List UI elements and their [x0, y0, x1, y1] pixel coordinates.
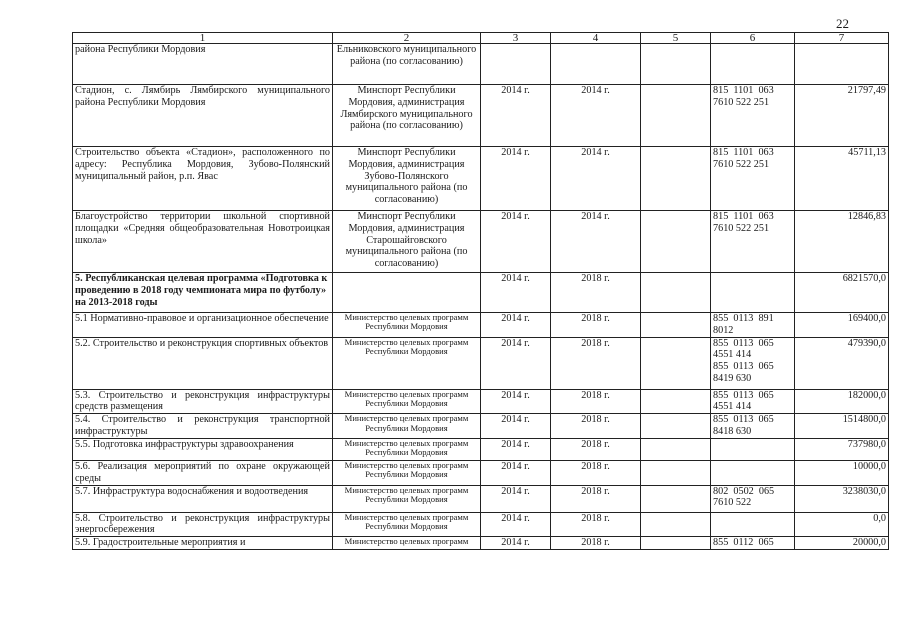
- cell-responsible-executor: [333, 273, 481, 313]
- cell-responsible-executor: Минспорт Республики Мордовия, администрация Лямбирского муниципального района (по согласованию): [333, 85, 481, 147]
- cell-measure-name: района Республики Мордовия: [73, 44, 333, 85]
- cell-start-year: 2014 г.: [481, 438, 551, 460]
- cell-end-year: 2018 г.: [551, 438, 641, 460]
- table-row: [73, 313, 889, 338]
- cell-col-5: [641, 85, 711, 147]
- cell-col-5: [641, 337, 711, 389]
- table-row: [73, 147, 889, 211]
- table-row: [73, 389, 889, 414]
- cell-measure-name: Стадион, с. Лямбирь Лямбирского муниципального района Республики Мордовия: [73, 85, 333, 147]
- table-row: [73, 485, 889, 512]
- cell-start-year: 2014 г.: [481, 147, 551, 211]
- cell-measure-name: 5.5. Подготовка инфраструктуры здравоохранения: [73, 438, 333, 460]
- cell-amount: 479390,0: [795, 337, 889, 389]
- cell-responsible-executor: Министерство целевых программ Республики Мордовия: [333, 313, 481, 338]
- cell-start-year: 2014 г.: [481, 313, 551, 338]
- cell-responsible-executor: Минспорт Республики Мордовия, администрация Зубово-Полянского муниципального района (по согласованию): [333, 147, 481, 211]
- cell-measure-name: 5.8. Строительство и реконструкция инфраструктуры энергосбережения: [73, 512, 333, 537]
- table-row: [73, 512, 889, 537]
- cell-col-5: [641, 273, 711, 313]
- cell-end-year: 2018 г.: [551, 512, 641, 537]
- cell-budget-code: [711, 460, 795, 485]
- cell-start-year: 2014 г.: [481, 273, 551, 313]
- cell-amount: 45711,13: [795, 147, 889, 211]
- cell-measure-name: 5. Республиканская целевая программа «Подготовка к проведению в 2018 году чемпионата мира по футболу» на 2013-2018 годы: [73, 273, 333, 313]
- cell-responsible-executor: Министерство целевых программ Республики Мордовия: [333, 414, 481, 439]
- cell-start-year: 2014 г.: [481, 512, 551, 537]
- cell-col-5: [641, 537, 711, 550]
- cell-budget-code: 855 0113 891 8012: [711, 313, 795, 338]
- cell-budget-code: [711, 438, 795, 460]
- table-row: [73, 537, 889, 550]
- cell-col-5: [641, 389, 711, 414]
- cell-start-year: 2014 г.: [481, 460, 551, 485]
- cell-start-year: 2014 г.: [481, 485, 551, 512]
- cell-start-year: 2014 г.: [481, 85, 551, 147]
- column-header-7: 7: [795, 33, 889, 44]
- column-header-6: 6: [711, 33, 795, 44]
- cell-responsible-executor: Министерство целевых программ: [333, 537, 481, 550]
- cell-end-year: 2018 г.: [551, 389, 641, 414]
- table-row: [73, 460, 889, 485]
- cell-end-year: 2018 г.: [551, 485, 641, 512]
- table-row: [73, 273, 889, 313]
- cell-budget-code: 802 0502 065 7610 522: [711, 485, 795, 512]
- cell-measure-name: 5.2. Строительство и реконструкция спортивных объектов: [73, 337, 333, 389]
- cell-end-year: 2018 г.: [551, 337, 641, 389]
- cell-start-year: 2014 г.: [481, 337, 551, 389]
- cell-end-year: 2018 г.: [551, 273, 641, 313]
- cell-amount: 20000,0: [795, 537, 889, 550]
- cell-amount: 737980,0: [795, 438, 889, 460]
- cell-start-year: 2014 г.: [481, 537, 551, 550]
- cell-col-5: [641, 313, 711, 338]
- cell-amount: [795, 44, 889, 85]
- cell-start-year: 2014 г.: [481, 211, 551, 273]
- column-header-4: 4: [551, 33, 641, 44]
- cell-amount: 6821570,0: [795, 273, 889, 313]
- cell-start-year: 2014 г.: [481, 414, 551, 439]
- cell-responsible-executor: Министерство целевых программ Республики Мордовия: [333, 485, 481, 512]
- cell-end-year: [551, 44, 641, 85]
- table-row: [73, 85, 889, 147]
- cell-budget-code: 855 0113 065 4551 414: [711, 389, 795, 414]
- cell-budget-code: [711, 44, 795, 85]
- cell-col-5: [641, 44, 711, 85]
- column-header-5: 5: [641, 33, 711, 44]
- table-body: [73, 44, 889, 550]
- cell-col-5: [641, 211, 711, 273]
- cell-responsible-executor: Ельниковского муниципального района (по согласованию): [333, 44, 481, 85]
- column-header-1: 1: [73, 33, 333, 44]
- cell-measure-name: Благоустройство территории школьной спортивной площадки «Средняя общеобразовательная Новотроицкая школа»: [73, 211, 333, 273]
- cell-end-year: 2014 г.: [551, 211, 641, 273]
- cell-budget-code: 855 0113 065 8418 630: [711, 414, 795, 439]
- cell-amount: 182000,0: [795, 389, 889, 414]
- cell-measure-name: 5.4. Строительство и реконструкция транспортной инфраструктуры: [73, 414, 333, 439]
- cell-end-year: 2018 г.: [551, 460, 641, 485]
- cell-budget-code: 855 0113 065 4551 414 855 0113 065 8419 630: [711, 337, 795, 389]
- cell-measure-name: 5.3. Строительство и реконструкция инфраструктуры средств размещения: [73, 389, 333, 414]
- cell-amount: 21797,49: [795, 85, 889, 147]
- table-row: [73, 414, 889, 439]
- cell-budget-code: [711, 273, 795, 313]
- cell-amount: 12846,83: [795, 211, 889, 273]
- table-row: [73, 438, 889, 460]
- cell-end-year: 2014 г.: [551, 147, 641, 211]
- cell-col-5: [641, 460, 711, 485]
- cell-col-5: [641, 485, 711, 512]
- cell-budget-code: [711, 512, 795, 537]
- cell-measure-name: 5.1 Нормативно-правовое и организационное обеспечение: [73, 313, 333, 338]
- cell-responsible-executor: Министерство целевых программ Республики Мордовия: [333, 512, 481, 537]
- column-header-3: 3: [481, 33, 551, 44]
- cell-responsible-executor: Министерство целевых программ Республики Мордовия: [333, 389, 481, 414]
- cell-responsible-executor: Министерство целевых программ Республики Мордовия: [333, 438, 481, 460]
- table-row: [73, 44, 889, 85]
- cell-start-year: [481, 44, 551, 85]
- cell-responsible-executor: Министерство целевых программ Республики Мордовия: [333, 460, 481, 485]
- header-row: [73, 33, 889, 44]
- cell-measure-name: 5.6. Реализация мероприятий по охране окружающей среды: [73, 460, 333, 485]
- cell-end-year: 2014 г.: [551, 85, 641, 147]
- cell-amount: 169400,0: [795, 313, 889, 338]
- cell-amount: 1514800,0: [795, 414, 889, 439]
- program-table: [72, 32, 889, 550]
- page-number: 22: [836, 16, 849, 31]
- column-header-2: 2: [333, 33, 481, 44]
- cell-amount: 0,0: [795, 512, 889, 537]
- table-row: [73, 211, 889, 273]
- cell-amount: 10000,0: [795, 460, 889, 485]
- cell-responsible-executor: Минспорт Республики Мордовия, администрация Старошайговского муниципального района (по согласованию): [333, 211, 481, 273]
- cell-col-5: [641, 147, 711, 211]
- cell-responsible-executor: Министерство целевых программ Республики Мордовия: [333, 337, 481, 389]
- cell-end-year: 2018 г.: [551, 313, 641, 338]
- cell-budget-code: 815 1101 063 7610 522 251: [711, 85, 795, 147]
- cell-budget-code: 855 0112 065: [711, 537, 795, 550]
- cell-start-year: 2014 г.: [481, 389, 551, 414]
- cell-col-5: [641, 438, 711, 460]
- table-row: [73, 337, 889, 389]
- cell-amount: 3238030,0: [795, 485, 889, 512]
- cell-end-year: 2018 г.: [551, 537, 641, 550]
- cell-end-year: 2018 г.: [551, 414, 641, 439]
- cell-budget-code: 815 1101 063 7610 522 251: [711, 147, 795, 211]
- cell-col-5: [641, 414, 711, 439]
- cell-budget-code: 815 1101 063 7610 522 251: [711, 211, 795, 273]
- cell-measure-name: Строительство объекта «Стадион», расположенного по адресу: Республика Мордовия, Зубово-Полянский муниципальный район, р.п. Явас: [73, 147, 333, 211]
- cell-measure-name: 5.9. Градостроительные мероприятия и: [73, 537, 333, 550]
- cell-col-5: [641, 512, 711, 537]
- cell-measure-name: 5.7. Инфраструктура водоснабжения и водоотведения: [73, 485, 333, 512]
